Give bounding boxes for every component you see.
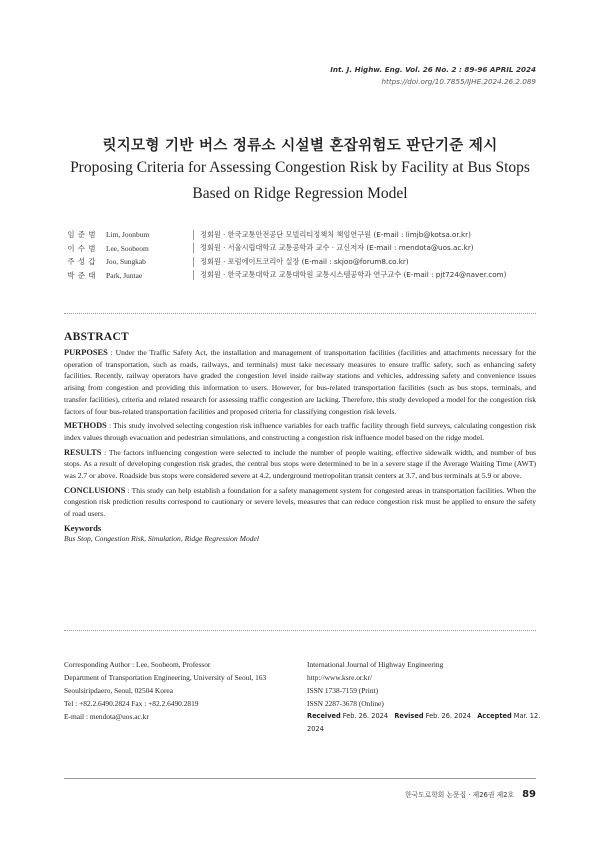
correspondence-phone: Tel : +82.2.6490.2824 Fax : +82.2.6490.2819 [64, 699, 199, 709]
author-name-korean: 주 성 갑 [67, 257, 96, 267]
author-row [64, 255, 544, 269]
purposes-paragraph [64, 347, 536, 417]
footer-journal-text: 한국도로학회 논문집 · 제26권 제2호 [404, 791, 515, 799]
conclusions-text: : This study can help establish a foundation for a safety management system for congested areas in transportation facilities. When the congestion risk prediction results correspond to cautionary or severe levels, measures that can reduce congestion risk must be applied to ensure the safety of road users. [64, 485, 536, 519]
author-name-english: Joo, Sungkab [106, 257, 146, 267]
journal-block [307, 658, 547, 737]
author-list [64, 228, 544, 282]
page-number: 89 [522, 789, 536, 800]
author-affiliation: 정회원 · 서울시립대학교 교통공학과 교수 · 교신저자 (E-mail : mendota@uos.ac.kr) [193, 243, 544, 253]
author-row [64, 269, 544, 283]
issn-online: ISSN 2287-3678 (Online) [307, 699, 384, 709]
accepted-date: Mar. 12. 2024 [307, 712, 541, 734]
results-label: RESULTS [64, 447, 102, 457]
divider [64, 630, 536, 631]
revised-label: Revised [394, 712, 424, 721]
author-name-korean: 이 수 범 [67, 243, 96, 253]
author-name-english: Park, Juntae [106, 270, 143, 280]
results-paragraph [64, 447, 536, 482]
accepted-label: Accepted [477, 712, 512, 721]
correspondence-block [64, 658, 304, 723]
results-text: : The factors influencing congestion were selected to include the number of people waiting, effective sidewalk width, and number of bus stops. As a result of developing congestion risk grades, the central bus stops were determined to be in a severe stage if the Average Waiting Time (AWT) was 2.7 or above. Roadside bus stops were considered severe at 4.2, underground metropolitan transit centers at 3.7, and bus terminals at 5.9 or above. [64, 447, 536, 481]
correspondence-email[interactable]: E-mail : mendota@uos.ac.kr [64, 712, 149, 722]
page-footer [405, 789, 536, 800]
revised-date: Feb. 26. 2024 [425, 712, 471, 721]
author-row [64, 242, 544, 256]
title-english: Proposing Criteria for Assessing Congestion Risk by Facility at Bus Stops Based on Ridge Regression Model [70, 159, 530, 202]
abstract-heading: ABSTRACT [64, 331, 130, 343]
purposes-text: : Under the Traffic Safety Act, the installation and management of transportation facilities (facilities and attachments necessary for the operation of transportation, such as roads, railways, and terminals) must take necessary measures to ensure traffic safety, such as enhancing safety facilities. Recently, railway operators have graded the congestion level inside railway stations and vehicles, addressing safety and convenience issues arising from congestion and providing this information to users. However, for bus-related transportation facilities (such as bus stops, terminals, and transfer facilities), criteria and related research for assessing traffic congestion are lacking. Therefore, this study developed a model for the congestion risk factors of four bus-related transportation facilities and proposed criteria for classifying congestion risk levels. [64, 348, 536, 416]
author-name-korean: 박 준 태 [67, 270, 96, 280]
divider [64, 313, 536, 314]
correspondence-address: Seoulsiripdaero, Seoul, 02504 Korea [64, 686, 173, 696]
journal-name: International Journal of Highway Engineering [307, 660, 444, 669]
purposes-label: PURPOSES [64, 348, 108, 357]
journal-header [330, 64, 536, 88]
methods-label: METHODS [64, 421, 107, 431]
doi-link[interactable]: https://doi.org/10.7855/IJHE.2024.26.2.089 [381, 77, 536, 86]
methods-paragraph [64, 420, 536, 443]
keywords-list: Bus Stop, Congestion Risk, Simulation, Ridge Regression Model [64, 533, 260, 543]
author-affiliation: 정회원 · 한국교통안전공단 모빌리티정책처 책임연구원 (E-mail : limjb@kotsa.or.kr) [193, 230, 544, 240]
conclusions-label: CONCLUSIONS [64, 485, 126, 495]
journal-url[interactable]: http://www.ksre.or.kr/ [307, 673, 373, 683]
abstract-section [64, 331, 536, 544]
keywords-heading: Keywords [64, 522, 102, 533]
correspondence-department: Department of Transportation Engineering, University of Seoul, 163 [64, 673, 267, 683]
author-affiliation: 정회원 · 포럼에이트코리아 실장 (E-mail : skjoo@forum8.co.kr) [193, 257, 544, 267]
submission-dates [307, 710, 547, 736]
methods-text: : This study involved selecting congestion risk influence variables for each traffic facility through field surveys, calculating congestion risk index values through evacuation and pedestrian simulations, and constructing a congestion risk influence model based on the ridge model. [64, 421, 536, 442]
author-row [64, 228, 544, 242]
author-affiliation: 정회원 · 한국교통대학교 교통대학원 교통시스템공학과 연구교수 (E-mail : pjt724@naver.com) [193, 270, 544, 280]
author-name-english: Lim, Joonbum [106, 230, 150, 240]
journal-citation: Int. J. Highw. Eng. Vol. 26 No. 2 : 89-96 APRIL 2024 [330, 65, 536, 74]
title-korean: 릿지모형 기반 버스 정류소 시설별 혼잡위험도 판단기준 제시 [102, 138, 498, 154]
author-name-english: Lee, Soobeom [106, 243, 149, 253]
received-label: Received [307, 712, 341, 721]
received-date: Feb. 26. 2024 [342, 712, 389, 721]
issn-print: ISSN 1738-7159 (Print) [307, 686, 379, 696]
footer-divider [64, 778, 536, 779]
conclusions-paragraph [64, 485, 536, 520]
correspondence-author: Corresponding Author : Lee, Soobeom, Professor [64, 660, 211, 669]
author-name-korean: 임 준 범 [67, 230, 96, 240]
